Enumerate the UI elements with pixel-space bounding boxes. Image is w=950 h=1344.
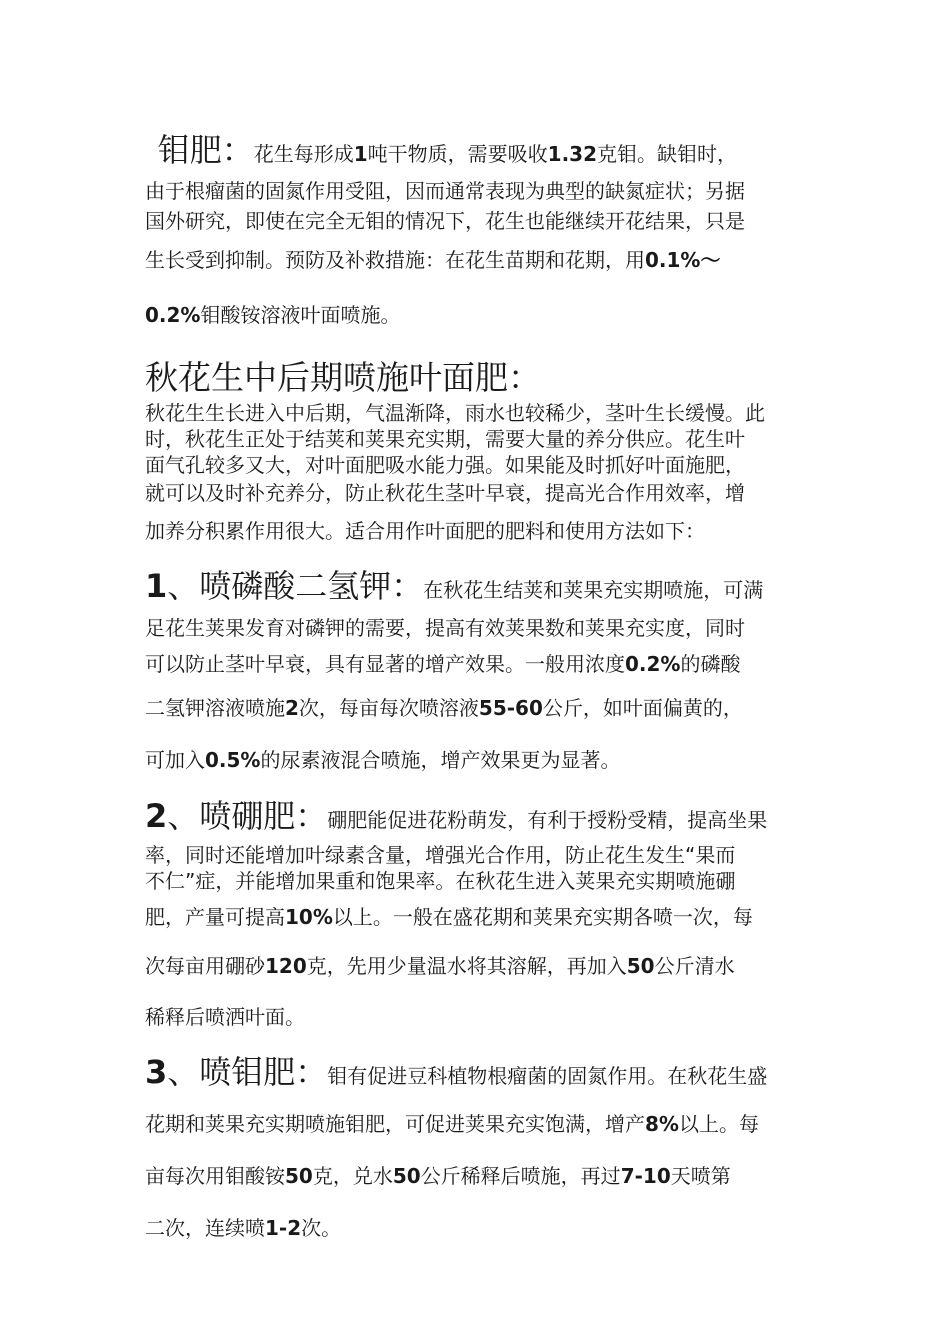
molybdenum-paragraph: 钼肥：花生每形成1吨干物质，需要吸收1.32克钼。缺钼时， 由于根瘤菌的固氮作用受阻，因而通常表现为典型的缺氮症状；另据 国外研究，即使在完全无钼的情况下，花生也能继续开花结果，只是 生长受到抑制。预防及补救措施：在花生苗期和花期，用0.1%～ 0.2%钼酸铵溶液叶面喷施。 xyxy=(145,131,745,327)
item-3-section xyxy=(145,1050,807,1254)
main-heading: 秋花生中后期喷施叶面肥： xyxy=(145,358,541,397)
molybdenum-section xyxy=(145,128,807,346)
item-3-paragraph: 3、喷钼肥：钼有促进豆科植物根瘤菌的固氮作用。在秋花生盛 花期和荚果充实期喷施钼肥，可促进荚果充实饱满，增产8%以上。每 亩每次用钼酸铵50克，兑水50公斤稀释后喷施，再过7-10天喷第 二次，连续喷1-2次。 xyxy=(145,1053,768,1240)
item-2-title: 、喷硼肥： xyxy=(167,797,328,835)
item-2-number: 2 xyxy=(145,797,168,835)
item-1-section xyxy=(145,566,807,786)
intro-section xyxy=(145,400,807,554)
item-1-paragraph: 1、喷磷酸二氢钾：在秋花生结荚和荚果充实期喷施，可满 足花生荚果发育对磷钾的需要，提高有效荚果数和荚果充实度，同时 可以防止茎叶早衰，具有显著的增产效果。一般用浓度0.2%的磷酸 二氢钾溶液喷施2次，每亩每次喷溶液55-60公斤，如叶面偏黄的， 可加入0.5%的尿素液混合喷施，增产效果更为显著。 xyxy=(145,567,764,772)
item-1-number: 1 xyxy=(145,567,168,605)
intro-paragraph: 秋花生生长进入中后期，气温渐降，雨水也较稀少，茎叶生长缓慢。此 时，秋花生正处于结荚和荚果充实期，需要大量的养分供应。花生叶 面气孔较多又大，对叶面肥吸水能力强。如果能及时抓好叶面施肥， 就可以及时补充养分，防止秋花生茎叶早衰，提高光合作用效率，增 加养分积累作用很大。适合用作叶面肥的肥料和使用方法如下： xyxy=(145,401,765,543)
item-2-paragraph: 2、喷硼肥：硼肥能促进花粉萌发，有利于授粉受精，提高坐果 率，同时还能增加叶绿素含量，增强光合作用，防止花生发生“果而 不仁”症，并能增加果重和饱果率。在秋花生进入荚果充实期喷施硼 肥，产量可提高10%以上。一般在盛花期和荚果充实期各喷一次，每 次每亩用硼砂120克，先用少量温水将其溶解，再加入50公斤清水 稀释后喷洒叶面。 xyxy=(145,797,768,1029)
item-3-number: 3 xyxy=(145,1053,168,1091)
item-1-title: 、喷磷酸二氢钾： xyxy=(167,567,424,605)
document-body xyxy=(145,128,807,1254)
item-3-title: 、喷钼肥： xyxy=(167,1053,328,1091)
item-2-section xyxy=(145,794,807,1042)
molybdenum-label: 钼肥： xyxy=(157,131,254,169)
